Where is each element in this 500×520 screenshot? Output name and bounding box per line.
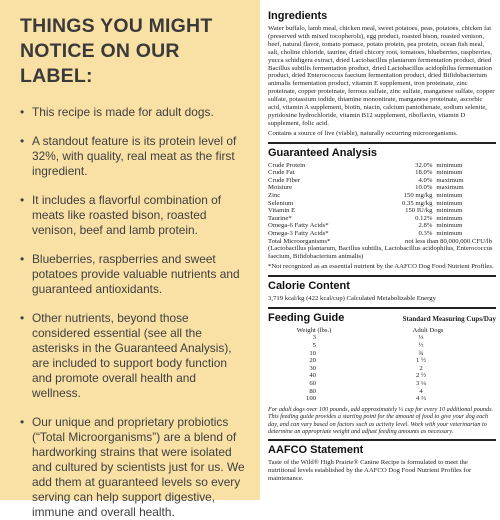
nutrient-unit: maximum (436, 176, 464, 184)
feeding-weight: 100 (305, 395, 316, 403)
feeding-cups: ¾ (418, 349, 424, 357)
feeding-cups: ⅓ (418, 334, 424, 342)
list-item-text: Our unique and proprietary probiotics (“Total Microorganisms”) are a blend of hardworking strains that were isolated and cultured by scientists just for us. We add them at guaranteed levels so every serving can help support digestive, immune and overall health. (32, 415, 245, 519)
nutrient-unit: minimum (436, 230, 463, 238)
nutrient-value: 0.3% (418, 230, 433, 238)
feeding-guide-columns (268, 327, 496, 335)
bullet-icon: • (20, 134, 25, 148)
feeding-guide-header (268, 312, 496, 327)
list-item (20, 105, 248, 120)
feeding-weight: 5 (312, 342, 316, 350)
nutrient-value: 0.35 mg/kg (401, 199, 433, 207)
nutrient-name: Omega-6 Fatty Acids* (268, 222, 329, 230)
table-row (268, 230, 496, 238)
nutrient-value: 32.0% (415, 161, 433, 169)
list-item (20, 252, 248, 297)
feeding-weight: 3 (312, 334, 316, 342)
bullet-icon: • (20, 252, 25, 266)
feeding-row (268, 357, 496, 365)
feeding-row (268, 388, 496, 396)
nutrient-unit: minimum (436, 207, 463, 215)
divider (268, 275, 496, 277)
calorie-text: 3,719 kcal/kg (422 kcal/cup) Calculated Metabolizable Energy (268, 294, 436, 302)
nutrient-unit: minimum (436, 222, 463, 230)
nutrient-name: Selenium (268, 199, 294, 207)
feeding-weight: 80 (309, 387, 316, 395)
nutrient-name: Crude Fiber (268, 176, 301, 184)
nutrient-value: 150 mg/kg (403, 192, 433, 200)
feeding-row (268, 372, 496, 380)
nutrient-value: not less than 80,000,000 CFU/lb (405, 237, 492, 245)
nutrition-label (268, 10, 496, 500)
table-row (268, 222, 496, 230)
ingredients-heading: Ingredients (268, 10, 328, 22)
nutrient-name: Crude Protein (268, 161, 306, 169)
list-item (20, 193, 248, 238)
list-item-text: Other nutrients, beyond those considered essential (see all the asterisks in the Guaranteed Analysis), are included to support body function and promote overall health and wellness. (32, 311, 232, 400)
feeding-row (268, 380, 496, 388)
microorganisms-note: (Lactobacillus plantarum, Bacillus subtilis, Lactobacillus acidophilus, Enterococcus faecium, Bifidobacterium animalis) (268, 245, 493, 261)
feeding-row (268, 350, 496, 358)
feeding-guide-rows (268, 334, 496, 402)
feeding-cups: ½ (418, 342, 424, 350)
nutrient-unit: minimum (436, 192, 463, 200)
feeding-weight: 60 (309, 380, 316, 387)
aafco-text: Taste of the Wild® High Prairie® Canine Recipe is formulated to meet the nutritional levels established by the AAFCO Dog Food Nutrient Profiles for maintenance. (268, 459, 472, 483)
nutrient-name: Omega-3 Fatty Acids* (268, 230, 329, 238)
bullet-icon: • (20, 105, 25, 119)
nutrient-unit: minimum (436, 214, 463, 222)
feeding-cups: 2 ½ (415, 372, 427, 380)
adult-dogs-column-header: Adult Dogs (412, 326, 444, 334)
highlights-title (20, 14, 248, 89)
feeding-note: For adult dogs over 100 pounds, add approximately ⅓ cup for every 10 additional pounds. This feeding guide provides a starting point for the amount of food to give your dog each day, and can vary based on factors such as activity level. Work with your veterinarian to determine an appropriate weight and adjust feeding amounts as necessary. (268, 405, 494, 435)
divider (268, 439, 496, 441)
feeding-row (268, 395, 496, 403)
nutrient-value: 10.0% (415, 184, 433, 192)
nutrient-name: Moisture (268, 184, 293, 192)
table-row (268, 177, 496, 185)
nutrient-value: 18.0% (415, 169, 433, 177)
analysis-footnote: *Not recognized as an essential nutrient by the AAFCO Dog Food Nutrient Profiles. (268, 263, 494, 271)
table-row (268, 192, 496, 200)
feeding-cups: 4 ⅔ (415, 395, 427, 403)
nutrient-value: 0.12% (415, 214, 433, 222)
table-row (268, 184, 496, 192)
nutrient-value: 150 IU/kg (405, 207, 433, 215)
list-item (20, 134, 248, 179)
feeding-cups: 1 ½ (415, 357, 427, 365)
list-item-text: A standout feature is its protein level of 32%, with quality, real meat as the first ingredient. (32, 134, 237, 178)
nutrient-unit: minimum (436, 169, 463, 177)
divider (268, 142, 496, 144)
list-item-text: This recipe is made for adult dogs. (32, 105, 214, 119)
nutrient-unit: maximum (436, 184, 464, 192)
list-item-text: It includes a flavorful combination of meats like roasted bison, roasted venison, beef and lamb protein. (32, 193, 222, 237)
table-row (268, 215, 496, 223)
feeding-weight: 40 (309, 372, 316, 380)
calorie-heading: Calorie Content (268, 279, 350, 292)
list-item (20, 415, 248, 520)
feeding-row (268, 342, 496, 350)
nutrient-name: Total Microorganisms* (268, 237, 331, 245)
list-item-text: Blueberries, raspberries and sweet potatoes provide valuable nutrients and guaranteed antioxidants. (32, 252, 240, 296)
guaranteed-analysis-table (268, 162, 496, 246)
table-row (268, 238, 496, 246)
feeding-cups: 3 ¼ (415, 380, 427, 387)
nutrient-name: Zinc (268, 192, 281, 200)
guaranteed-analysis-heading: Guaranteed Analysis (268, 146, 378, 159)
bullet-icon: • (20, 311, 25, 325)
nutrient-name: Taurine* (268, 214, 292, 222)
feeding-weight: 10 (309, 349, 316, 357)
feeding-guide-heading: Feeding Guide (268, 311, 345, 324)
bullet-icon: • (20, 415, 25, 429)
feeding-weight: 20 (309, 357, 316, 365)
table-row (268, 207, 496, 215)
feeding-weight: 30 (309, 364, 316, 372)
nutrient-name: Crude Fat (268, 169, 295, 177)
table-row (268, 169, 496, 177)
bullet-icon: • (20, 193, 25, 207)
title-line-2: NOTICE ON OUR LABEL: (20, 40, 180, 87)
list-item (20, 311, 248, 401)
feeding-row (268, 334, 496, 342)
nutrient-unit: minimum (436, 161, 463, 169)
feeding-guide-subheading: Standard Measuring Cups/Day (402, 314, 496, 323)
nutrient-unit: minimum (436, 199, 463, 207)
aafco-heading: AAFCO Statement (268, 444, 364, 457)
ingredients-note: Contains a source of live (viable), naturally occurring microorganisms. (268, 129, 458, 137)
table-row (268, 200, 496, 208)
feeding-cups: 2 (419, 364, 423, 372)
ingredients-text: Water buffalo, lamb meal, chicken meal, sweet potatoes, peas, potatoes, chicken fat (preserved with mixed tocopherols), egg product, roasted bison, roasted venison, beef, natural flavor, tomato pomace, potato protein, pea protein, ocean fish meal, salt, choline chloride, taurine, dried chicory root, tomatoes, blueberries, raspberries, yucca schidigera extract, dried Lactobacillus plantarum fermentation product, dried Bacillus subtilis fermentation product, dried Lactobacillus acidophilus fermentation product, dried Enterococcus faecium fermentation product, dried Bifidobacterium animalis fermentation product, vitamin E supplement, iron proteinate, zinc proteinate, copper proteinate, ferrous sulfate, zinc sulfate, manganese sulfate, copper sulfate, potassium iodide, thiamine mononitrate, manganese proteinate, ascorbic acid, vitamin A supplement, biotin, niacin, calcium pantothenate, sodium selenite, pyridoxine hydrochloride, vitamin B12 supplement, riboflavin, vitamin D supplement, folic acid. (268, 25, 495, 127)
feeding-row (268, 365, 496, 373)
divider (268, 307, 496, 309)
nutrient-value: 2.8% (418, 222, 433, 230)
nutrient-name: Vitamin E (268, 207, 296, 215)
title-line-1: THINGS YOU MIGHT (20, 15, 213, 37)
table-row (268, 162, 496, 170)
highlights-list (20, 105, 248, 520)
weight-column-header: Weight (lbs.) (296, 326, 332, 334)
feeding-cups: 4 (419, 387, 423, 395)
nutrient-value: 4.0% (418, 176, 433, 184)
